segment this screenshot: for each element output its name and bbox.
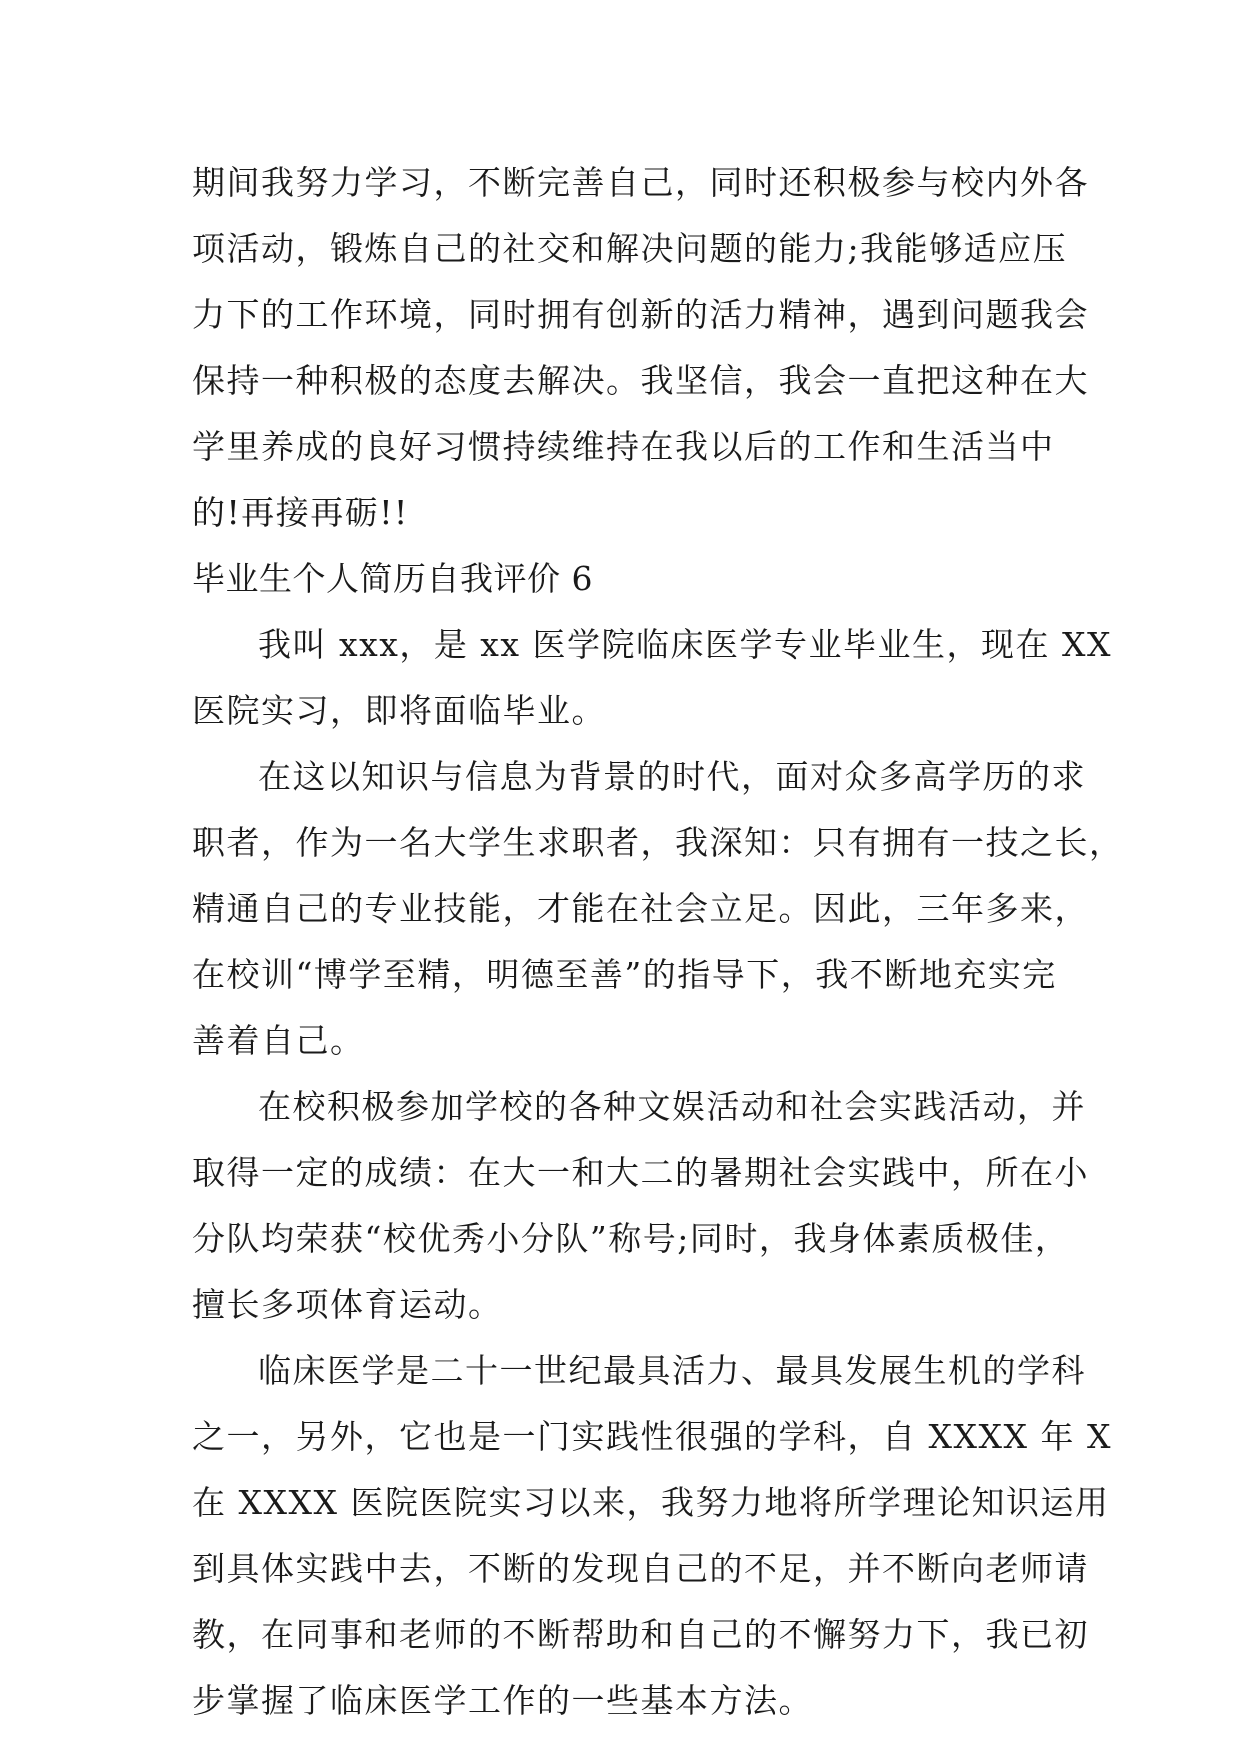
text-line: 我叫 xxx，是 xx 医学院临床医学专业毕业生，现在 XX — [258, 625, 1112, 664]
text-line: 力下的工作环境，同时拥有创新的活力精神，遇到问题我会 — [192, 295, 1089, 334]
text-line: 职者，作为一名大学生求职者，我深知：只有拥有一技之长， — [192, 823, 1124, 862]
text-line: 善着自己。 — [192, 1021, 365, 1060]
text-line: 临床医学是二十一世纪最具活力、最具发展生机的学科 — [258, 1351, 1086, 1390]
text-line: 教，在同事和老师的不断帮助和自己的不懈努力下，我已初 — [192, 1615, 1089, 1654]
paragraph-activities — [192, 1074, 1089, 1338]
text-line: 在 XXXX 医院医院实习以来，我努力地将所学理论知识运用 — [192, 1483, 1110, 1522]
text-line: 步掌握了临床医学工作的一些基本方法。 — [192, 1681, 813, 1720]
text-line: 精通自己的专业技能，才能在社会立足。因此，三年多来， — [192, 889, 1089, 928]
text-line: 在这以知识与信息为背景的时代，面对众多高学历的求 — [258, 757, 1086, 796]
text-line: 项活动，锻炼自己的社交和解决问题的能力;我能够适应压 — [192, 229, 1068, 268]
text-line: 到具体实践中去，不断的发现自己的不足，并不断向老师请 — [192, 1549, 1089, 1588]
paragraph-professional-skills — [192, 744, 1124, 1074]
text-line: 的!再接再砺!! — [192, 493, 409, 532]
text-line: 取得一定的成绩：在大一和大二的暑期社会实践中，所在小 — [192, 1153, 1089, 1192]
paragraph-introduction — [192, 612, 1112, 744]
text-line: 医院实习，即将面临毕业。 — [192, 691, 606, 730]
text-line: 分队均荣获“校优秀小分队”称号;同时，我身体素质极佳， — [192, 1219, 1070, 1258]
text-line: 保持一种积极的态度去解决。我坚信，我会一直把这种在大 — [192, 361, 1089, 400]
text-line: 擅长多项体育运动。 — [192, 1285, 503, 1324]
section-title: 毕业生个人简历自我评价 6 — [192, 559, 593, 598]
continuation-paragraph — [192, 150, 1089, 546]
text-line: 之一，另外，它也是一门实践性很强的学科，自 XXXX 年 X — [192, 1417, 1112, 1456]
text-line: 在校训“博学至精，明德至善”的指导下，我不断地充实完 — [192, 955, 1057, 994]
paragraph-clinical-medicine — [192, 1338, 1112, 1734]
text-line: 在校积极参加学校的各种文娱活动和社会实践活动，并 — [258, 1087, 1086, 1126]
text-line: 期间我努力学习，不断完善自己，同时还积极参与校内外各 — [192, 163, 1089, 202]
text-line: 学里养成的良好习惯持续维持在我以后的工作和生活当中 — [192, 427, 1055, 466]
document-page — [192, 150, 1124, 1734]
